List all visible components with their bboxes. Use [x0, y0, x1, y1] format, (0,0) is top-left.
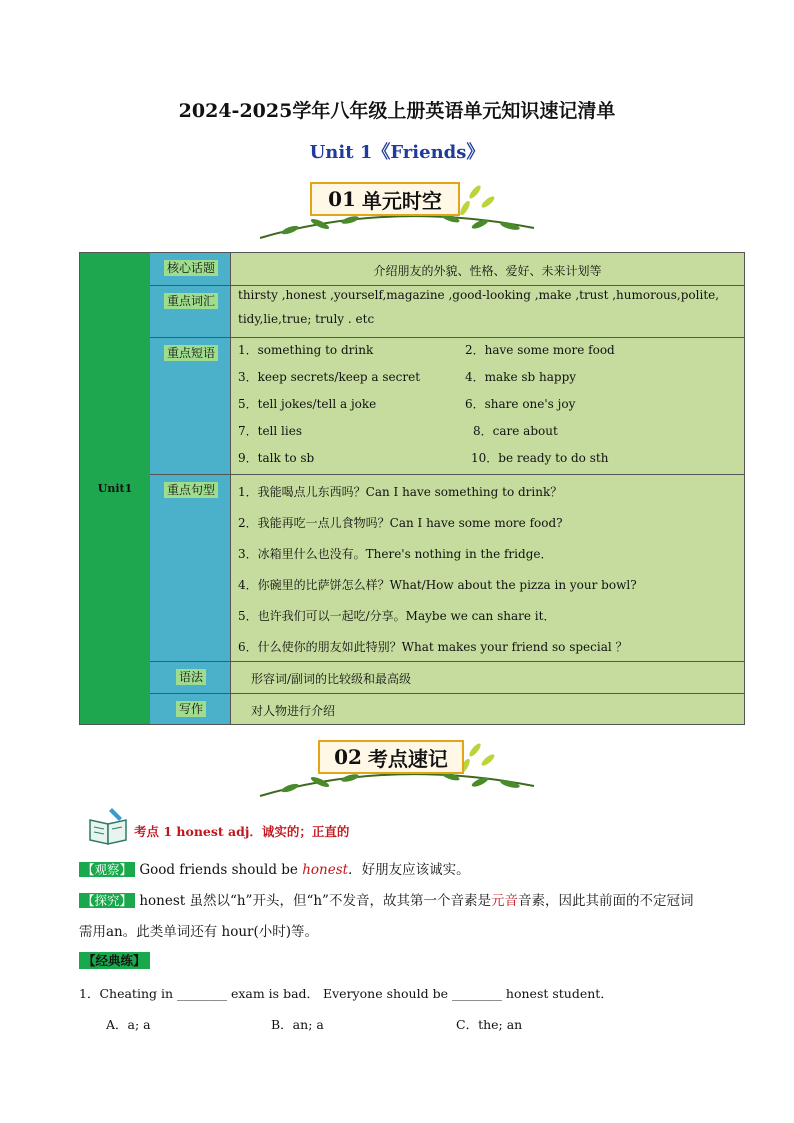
section-banner-1 [250, 180, 544, 250]
explore-line-2: 需用an。此类单词还有 hour(小时)等。 [79, 924, 319, 940]
row-sentences [150, 475, 744, 662]
vocab-line: tidy,lie,true; truly . etc [238, 312, 375, 326]
sentence-item: 3．冰箱里什么也没有。There's nothing in the fridge． [238, 547, 553, 561]
row-label: 语法 [176, 669, 206, 685]
row-label: 重点短语 [164, 345, 218, 361]
row-writing [150, 694, 744, 724]
phrase-item: 7．tell lies [238, 424, 302, 438]
question-1: 1．Cheating in ________ exam is bad． Everyone should be ________ honest student． [79, 986, 613, 1001]
phrase-item: 8．care about [473, 424, 558, 438]
phrase-item: 5．tell jokes/tell a joke [238, 397, 377, 411]
practice-tag: 【经典练】 [79, 952, 150, 969]
highlight-word: honest [302, 862, 349, 878]
unit-overview-table [79, 252, 745, 725]
explore-tag: 【探究】 [79, 893, 135, 908]
grammar-text: 形容词/副词的比较级和最高级 [251, 672, 412, 686]
phrase-item: 6．share one's joy [465, 397, 576, 411]
observe-tag: 【观察】 [79, 862, 135, 877]
banner-label: 02 考点速记 [318, 740, 464, 774]
row-grammar [150, 662, 744, 694]
sentence-item: 2．我能再吃一点儿食物吗？Can I have some more food? [238, 516, 563, 530]
row-label: 重点词汇 [164, 293, 218, 309]
book-pencil-icon [86, 806, 132, 846]
observe-line: 【观察】 Good friends should be honest．好朋友应该诚实。 [79, 858, 759, 878]
phrase-item: 1．something to drink [238, 343, 374, 357]
unit-cell: Unit1 [80, 253, 151, 724]
sentence-item: 5．也许我们可以一起吃/分享。Maybe we can share it． [238, 609, 556, 623]
option-b[interactable]: B．an; a [271, 1017, 324, 1032]
phrase-item: 9．talk to sb [238, 451, 315, 465]
vocab-line: thirsty ,honest ,yourself,magazine ,good-looking ,make ,trust ,humorous,polite, [238, 288, 720, 302]
section-banner-2 [250, 738, 544, 808]
row-phrases [150, 338, 744, 475]
practice-header [79, 951, 759, 969]
row-topic [150, 253, 744, 286]
row-label: 重点句型 [164, 482, 218, 498]
sentence-item: 4．你碗里的比萨饼怎么样？What/How about the pizza in your bowl? [238, 578, 637, 592]
document-title: 2024-2025学年八年级上册英语单元知识速记清单 [178, 100, 616, 122]
highlight-vowel: 元音 [490, 893, 518, 909]
phrase-item: 4．make sb happy [465, 370, 577, 384]
banner-label: 01 单元时空 [310, 182, 460, 216]
sentence-item: 1．我能喝点儿东西吗？Can I have something to drink？ [238, 485, 563, 499]
phrase-item: 3．keep secrets/keep a secret [238, 370, 421, 384]
sentence-item: 6．什么使你的朋友如此特别？What makes your friend so special ？ [238, 640, 628, 654]
unit-subtitle: Unit 1《Friends》 [309, 142, 485, 163]
option-a[interactable]: A．a; a [106, 1017, 151, 1032]
explore-line: 【探究】 honest 虽然以“h”开头，但“h”不发音，故其第一个音素是元音音素，因此其前面的不定冠词 [79, 889, 759, 909]
phrase-item: 10．be ready to do sth [471, 451, 609, 465]
topic-text: 介绍朋友的外貌、性格、爱好、未来计划等 [373, 264, 602, 278]
point-title: 考点 1 honest adj．诚实的；正直的 [134, 824, 350, 839]
phrase-item: 2．have some more food [465, 343, 615, 357]
option-c[interactable]: C．the; an [456, 1017, 523, 1032]
row-label: 写作 [176, 701, 206, 717]
writing-text: 对人物进行介绍 [251, 704, 336, 718]
row-label: 核心话题 [164, 260, 218, 276]
row-vocabulary [150, 286, 744, 338]
